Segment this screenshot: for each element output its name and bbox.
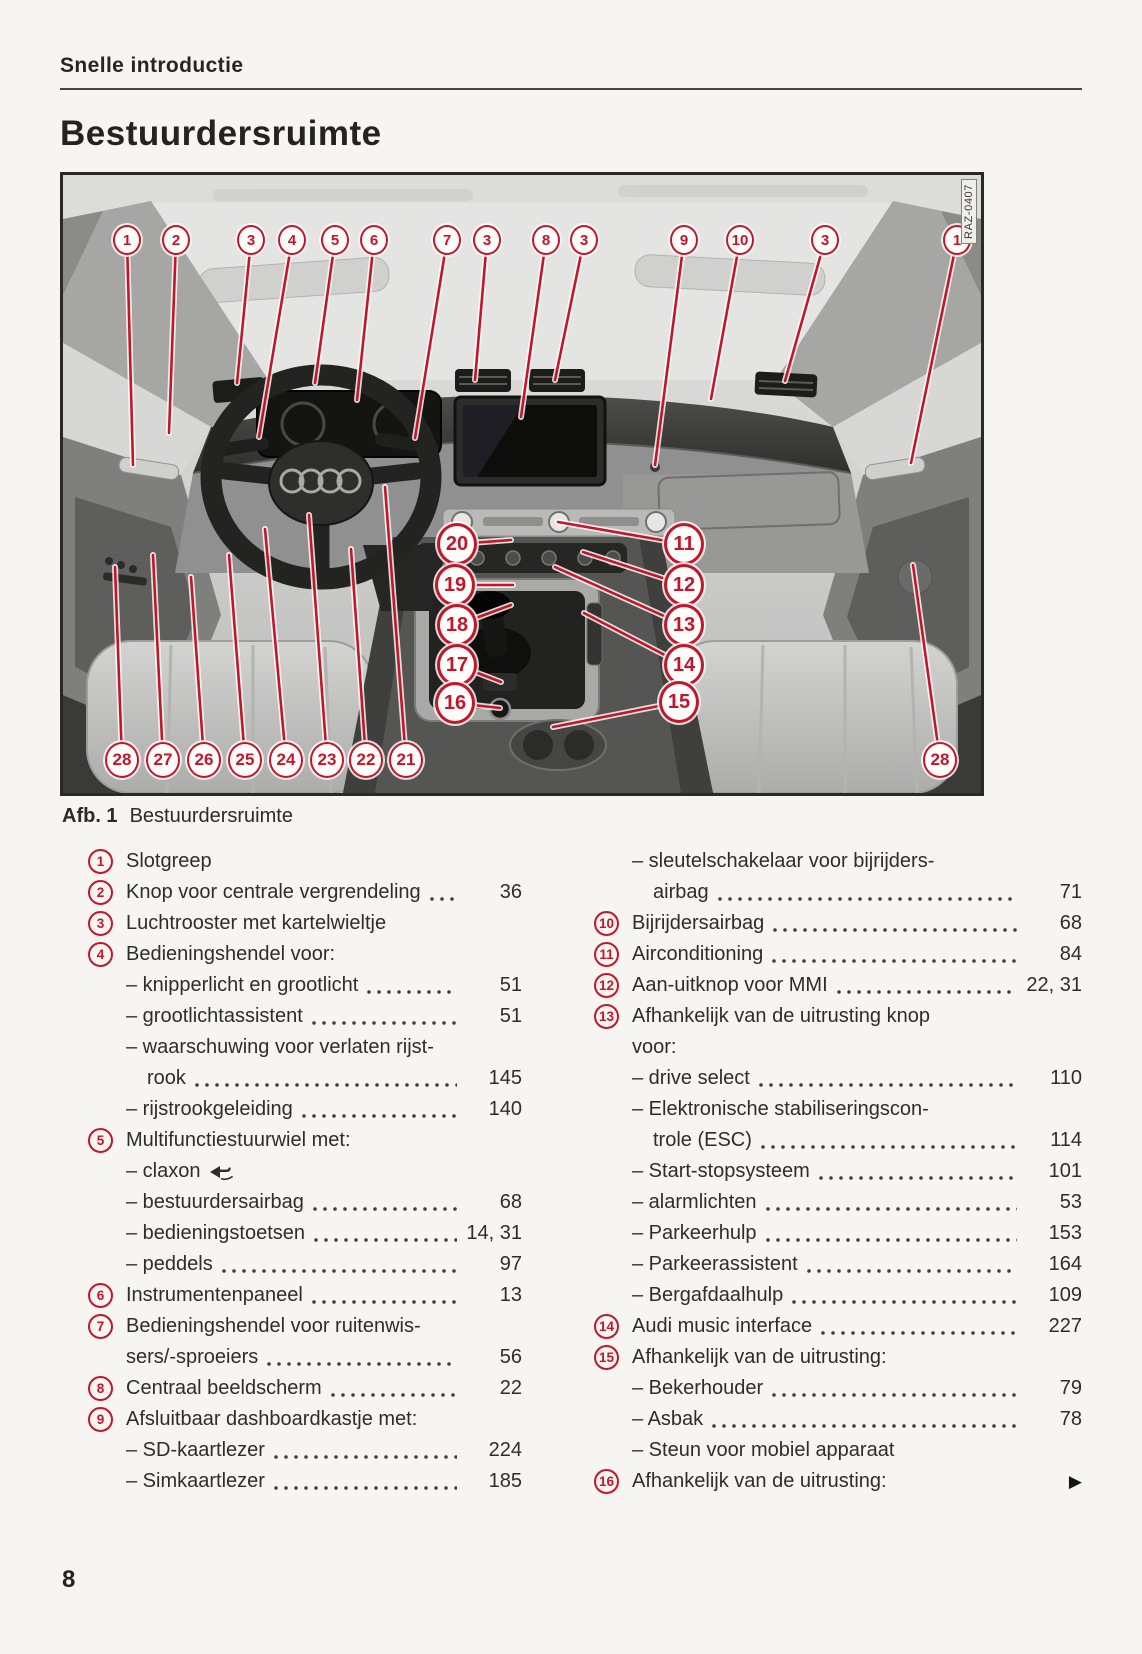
callout-16: 16 <box>435 682 475 724</box>
legend <box>60 846 1082 1497</box>
page-reference: 14, 31 <box>466 1222 522 1244</box>
item-number-badge: 9 <box>88 1407 113 1432</box>
page-reference: 153 <box>1048 1222 1082 1244</box>
callout-22: 22 <box>349 742 383 778</box>
legend-item <box>594 1001 1082 1032</box>
item-number-badge: 6 <box>88 1283 113 1308</box>
callout-3: 3 <box>570 225 598 255</box>
legend-item <box>594 970 1082 1001</box>
item-label: – Parkeerassistent <box>632 1253 798 1275</box>
dot-leader <box>766 1207 1017 1211</box>
page-reference: 36 <box>499 881 522 903</box>
dot-leader <box>766 1238 1017 1242</box>
page-reference: 145 <box>488 1067 522 1089</box>
legend-item <box>88 877 522 908</box>
dot-leader <box>821 1331 1017 1335</box>
callout-6: 6 <box>360 225 388 255</box>
dot-leader <box>807 1269 1017 1273</box>
item-label: voor: <box>632 1036 677 1058</box>
callout-1: 1 <box>943 225 971 255</box>
legend-subitem <box>88 1001 522 1032</box>
legend-item <box>594 908 1082 939</box>
dot-leader <box>267 1362 457 1366</box>
page-reference: 101 <box>1048 1160 1082 1182</box>
dot-leader <box>313 1207 457 1211</box>
legend-item <box>88 1280 522 1311</box>
callout-23: 23 <box>310 742 344 778</box>
item-label: – rijstrookgeleiding <box>126 1098 293 1120</box>
legend-subitem <box>594 877 1082 908</box>
legend-subitem <box>88 1032 522 1063</box>
item-label: Audi music interface <box>632 1315 813 1337</box>
page-reference: 109 <box>1048 1284 1082 1306</box>
callout-18: 18 <box>437 604 477 646</box>
item-label: – peddels <box>126 1253 213 1275</box>
legend-item <box>594 1466 1082 1497</box>
callout-layer <box>63 175 981 793</box>
callout-20: 20 <box>437 523 477 565</box>
continuation-arrow-icon: ▶ <box>1068 1472 1082 1491</box>
figure-id-label: RAZ-0407 <box>961 179 977 244</box>
page-reference: 53 <box>1059 1191 1082 1213</box>
item-label: Slotgreep <box>126 850 212 872</box>
legend-subitem <box>88 1156 522 1187</box>
item-label: Multifunctiestuurwiel met: <box>126 1129 351 1151</box>
callout-2: 2 <box>162 225 190 255</box>
item-label: Centraal beeldscherm <box>126 1377 322 1399</box>
item-label: – SD-kaartlezer <box>126 1439 265 1461</box>
callout-9: 9 <box>670 225 698 255</box>
item-number-badge: 10 <box>594 911 619 936</box>
callout-13: 13 <box>664 604 704 646</box>
item-label: Bedieningshendel voor: <box>126 943 336 965</box>
item-label: – Elektronische stabiliseringscon- <box>632 1098 929 1120</box>
legend-subitem <box>594 1094 1082 1125</box>
figure-bestuurdersruimte <box>60 172 984 796</box>
legend-subitem <box>88 1249 522 1280</box>
item-label: airbag <box>653 881 709 903</box>
legend-subitem <box>594 1435 1082 1466</box>
page-reference: 68 <box>1059 912 1082 934</box>
page-reference: 224 <box>488 1439 522 1461</box>
legend-column-right <box>594 846 1082 1497</box>
item-label: – Bergafdaalhulp <box>632 1284 784 1306</box>
horn-icon <box>209 1164 234 1180</box>
legend-item <box>88 1125 522 1156</box>
legend-subitem <box>594 1032 1082 1063</box>
item-label: – Bekerhouder <box>632 1377 764 1399</box>
page-reference: 13 <box>499 1284 522 1306</box>
callout-12: 12 <box>664 564 704 606</box>
item-label: rook <box>147 1067 186 1089</box>
item-label: Afhankelijk van de uitrusting knop <box>632 1005 930 1027</box>
legend-subitem <box>594 1280 1082 1311</box>
legend-subitem <box>88 1094 522 1125</box>
page-reference: 84 <box>1059 943 1082 965</box>
legend-subitem <box>88 1435 522 1466</box>
legend-subitem <box>88 1466 522 1497</box>
dot-leader <box>312 1021 457 1025</box>
callout-3: 3 <box>237 225 265 255</box>
dot-leader <box>712 1424 1017 1428</box>
item-number-badge: 8 <box>88 1376 113 1401</box>
legend-subitem <box>594 1218 1082 1249</box>
dot-leader <box>367 990 457 994</box>
callout-7: 7 <box>433 225 461 255</box>
item-label: – bestuurdersairbag <box>126 1191 304 1213</box>
callout-25: 25 <box>228 742 262 778</box>
legend-subitem <box>594 846 1082 877</box>
dot-leader <box>314 1238 457 1242</box>
callout-3: 3 <box>473 225 501 255</box>
callout-8: 8 <box>532 225 560 255</box>
section-label: Snelle introductie <box>60 54 244 77</box>
legend-subitem <box>594 1187 1082 1218</box>
legend-item <box>88 1404 522 1435</box>
item-label: – sleutelschakelaar voor bijrijders- <box>632 850 935 872</box>
item-label: – Simkaartlezer <box>126 1470 265 1492</box>
page-title: Bestuurdersruimte <box>60 114 382 153</box>
legend-item <box>88 1311 522 1342</box>
item-label: Bedieningshendel voor ruitenwis- <box>126 1315 421 1337</box>
page-reference: 185 <box>488 1470 522 1492</box>
item-label: Luchtrooster met kartelwieltje <box>126 912 387 934</box>
item-label: Afhankelijk van de uitrusting: <box>632 1470 887 1492</box>
dot-leader <box>331 1393 457 1397</box>
legend-item <box>88 846 522 877</box>
dot-leader <box>312 1300 457 1304</box>
item-number-badge: 16 <box>594 1469 619 1494</box>
legend-subitem <box>88 970 522 1001</box>
dot-leader <box>772 959 1017 963</box>
dot-leader <box>302 1114 457 1118</box>
callout-21: 21 <box>389 742 423 778</box>
legend-subitem <box>88 1342 522 1373</box>
legend-subitem <box>594 1063 1082 1094</box>
callout-28: 28 <box>105 742 139 778</box>
dot-leader <box>274 1455 457 1459</box>
callout-28: 28 <box>923 742 957 778</box>
dot-leader <box>792 1300 1017 1304</box>
item-label: – Steun voor mobiel apparaat <box>632 1439 895 1461</box>
item-label: Afsluitbaar dashboardkastje met: <box>126 1408 418 1430</box>
item-label: Bijrijdersairbag <box>632 912 765 934</box>
item-label: – waarschuwing voor verlaten rijst- <box>126 1036 434 1058</box>
callout-3: 3 <box>811 225 839 255</box>
legend-subitem <box>88 1187 522 1218</box>
dot-leader <box>718 897 1017 901</box>
item-label: – Parkeerhulp <box>632 1222 757 1244</box>
item-label: Knop voor centrale vergrendeling <box>126 881 421 903</box>
callout-5: 5 <box>321 225 349 255</box>
item-number-badge: 12 <box>594 973 619 998</box>
callout-1: 1 <box>113 225 141 255</box>
dot-leader <box>761 1145 1017 1149</box>
legend-subitem <box>594 1156 1082 1187</box>
callout-14: 14 <box>664 644 704 686</box>
legend-item <box>594 1311 1082 1342</box>
item-number-badge: 15 <box>594 1345 619 1370</box>
page-reference: 68 <box>499 1191 522 1213</box>
legend-subitem <box>88 1218 522 1249</box>
figure-caption <box>62 805 1082 828</box>
legend-item <box>594 1342 1082 1373</box>
item-label: Aan-uitknop voor MMI <box>632 974 828 996</box>
legend-column-left <box>88 846 522 1497</box>
item-label: Instrumentenpaneel <box>126 1284 303 1306</box>
page-reference: 56 <box>499 1346 522 1368</box>
callout-15: 15 <box>659 681 699 723</box>
page-reference: 110 <box>1050 1067 1082 1089</box>
item-label: sers/-sproeiers <box>126 1346 259 1368</box>
page-reference: 114 <box>1050 1129 1082 1151</box>
item-label: – alarmlichten <box>632 1191 757 1213</box>
item-number-badge: 5 <box>88 1128 113 1153</box>
item-number-badge: 1 <box>88 849 113 874</box>
item-label: – claxon <box>126 1160 201 1182</box>
item-label: – Start-stopsysteem <box>632 1160 810 1182</box>
page-reference: 71 <box>1059 881 1082 903</box>
callout-24: 24 <box>269 742 303 778</box>
dot-leader <box>274 1486 457 1490</box>
page-reference: 51 <box>499 1005 522 1027</box>
item-number-badge: 7 <box>88 1314 113 1339</box>
item-number-badge: 14 <box>594 1314 619 1339</box>
item-number-badge: 2 <box>88 880 113 905</box>
dot-leader <box>837 990 1017 994</box>
item-number-badge: 4 <box>88 942 113 967</box>
item-label: – drive select <box>632 1067 750 1089</box>
dot-leader <box>222 1269 457 1273</box>
page-reference: 22 <box>499 1377 522 1399</box>
page-reference: 78 <box>1059 1408 1082 1430</box>
page-reference: 22, 31 <box>1026 974 1082 996</box>
header-rule <box>60 88 1082 90</box>
dot-leader <box>430 897 457 901</box>
page-reference: 97 <box>499 1253 522 1275</box>
page-reference: 51 <box>499 974 522 996</box>
page-reference: 140 <box>488 1098 522 1120</box>
callout-10: 10 <box>726 225 754 255</box>
dot-leader <box>772 1393 1017 1397</box>
page-reference: 79 <box>1059 1377 1082 1399</box>
legend-subitem <box>88 1063 522 1094</box>
item-label: – knipperlicht en grootlicht <box>126 974 359 996</box>
callout-11: 11 <box>664 523 704 565</box>
legend-item <box>88 939 522 970</box>
item-label: – Asbak <box>632 1408 704 1430</box>
item-label: – grootlichtassistent <box>126 1005 303 1027</box>
page-number: 8 <box>62 1566 76 1593</box>
item-number-badge: 13 <box>594 1004 619 1029</box>
legend-item <box>88 908 522 939</box>
legend-item <box>594 939 1082 970</box>
item-label: Afhankelijk van de uitrusting: <box>632 1346 887 1368</box>
dot-leader <box>773 928 1017 932</box>
item-label: trole (ESC) <box>653 1129 752 1151</box>
legend-item <box>88 1373 522 1404</box>
item-number-badge: 3 <box>88 911 113 936</box>
page-reference: 227 <box>1048 1315 1082 1337</box>
callout-17: 17 <box>437 644 477 686</box>
item-label: Airconditioning <box>632 943 764 965</box>
figure-caption-text: Bestuurdersruimte <box>129 805 293 827</box>
callout-27: 27 <box>146 742 180 778</box>
dot-leader <box>195 1083 457 1087</box>
callout-26: 26 <box>187 742 221 778</box>
callout-19: 19 <box>435 564 475 606</box>
figure-caption-number: Afb. 1 <box>62 805 118 827</box>
dot-leader <box>759 1083 1017 1087</box>
legend-subitem <box>594 1125 1082 1156</box>
callout-4: 4 <box>278 225 306 255</box>
legend-subitem <box>594 1373 1082 1404</box>
legend-subitem <box>594 1404 1082 1435</box>
page-reference: 164 <box>1048 1253 1082 1275</box>
legend-subitem <box>594 1249 1082 1280</box>
dot-leader <box>819 1176 1017 1180</box>
item-number-badge: 11 <box>594 942 619 967</box>
item-label: – bedieningstoetsen <box>126 1222 306 1244</box>
